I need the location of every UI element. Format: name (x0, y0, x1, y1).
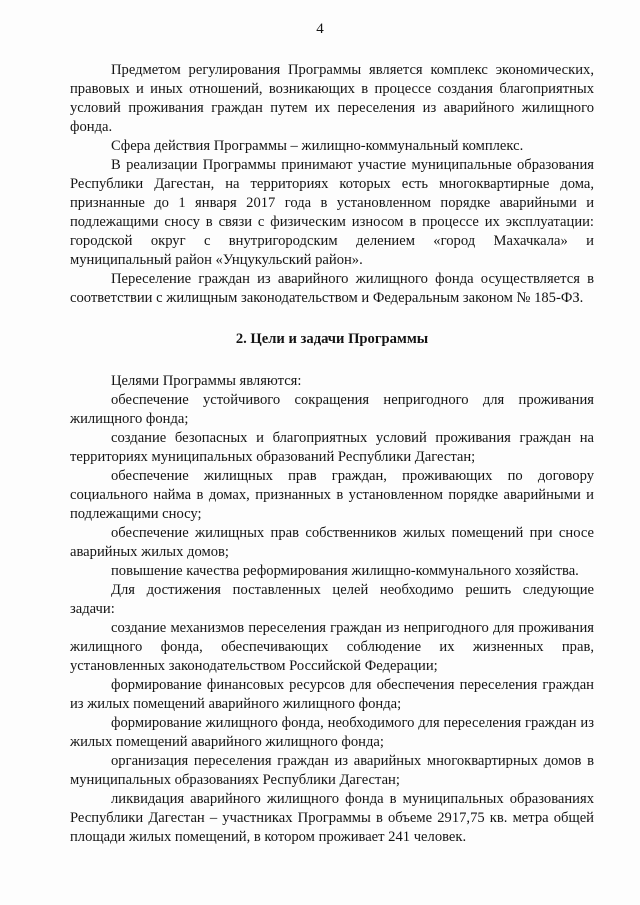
task-item: формирование жилищного фонда, необходимого для переселения граждан из жилых помещений аварийного жилищного фонда; (70, 715, 594, 750)
paragraph-subject: Предметом регулирования Программы является комплекс экономических, правовых и иных отношений, возникающих в процессе создания благоприятных условий проживания граждан путем их переселения из аварийного жилищного фонда. (70, 62, 594, 135)
page-number: 4 (316, 21, 324, 37)
task-item: ликвидация аварийного жилищного фонда в муниципальных образованиях Республики Дагестан – участниках Программы в объеме 2917,75 кв. метра общей площади жилых помещений, в котором проживает 241 человек. (70, 791, 594, 845)
goal-item: создание безопасных и благоприятных условий проживания граждан на территориях муниципальных образований Республики Дагестан; (70, 430, 594, 465)
document-body (70, 61, 594, 847)
task-item: организация переселения граждан из аварийных многоквартирных домов в муниципальных образованиях Республики Дагестан; (70, 753, 594, 788)
goal-item: обеспечение жилищных прав собственников жилых помещений при сносе аварийных жилых домов; (70, 525, 594, 560)
task-item: создание механизмов переселения граждан из непригодного для проживания жилищного фонда, обеспечивающих соблюдение их жизненных прав, установленных законодательством Российской Федерации; (70, 620, 594, 674)
paragraph-goals-intro: Целями Программы являются: (111, 373, 302, 389)
goal-item: обеспечение жилищных прав граждан, проживающих по договору социального найма в домах, признанных в установленном порядке аварийными и подлежащими сносу; (70, 468, 594, 522)
task-item: формирование финансовых ресурсов для обеспечения переселения граждан из жилых помещений аварийного жилищного фонда; (70, 677, 594, 712)
paragraph-participants: В реализации Программы принимают участие муниципальные образования Республики Дагестан, на территориях которых есть многоквартирные дома, признанные до 1 января 2017 года в установленном порядке аварийными и подлежащими сносу в связи с физическим износом в процессе их эксплуатации: городской округ с внутригородским делением «город Махачкала» и муниципальный район «Унцукульский район». (70, 157, 594, 268)
section-heading: 2. Цели и задачи Программы (235, 331, 429, 347)
paragraph-legal-basis: Переселение граждан из аварийного жилищного фонда осуществляется в соответствии с жилищным законодательством и Федеральным законом № 185-ФЗ. (70, 271, 594, 306)
goal-item: повышение качества реформирования жилищно-коммунального хозяйства. (111, 563, 579, 579)
paragraph-tasks-intro: Для достижения поставленных целей необходимо решить следующие задачи: (70, 582, 594, 617)
goal-item: обеспечение устойчивого сокращения непригодного для проживания жилищного фонда; (70, 392, 594, 427)
paragraph-scope: Сфера действия Программы – жилищно-коммунальный комплекс. (111, 138, 524, 154)
